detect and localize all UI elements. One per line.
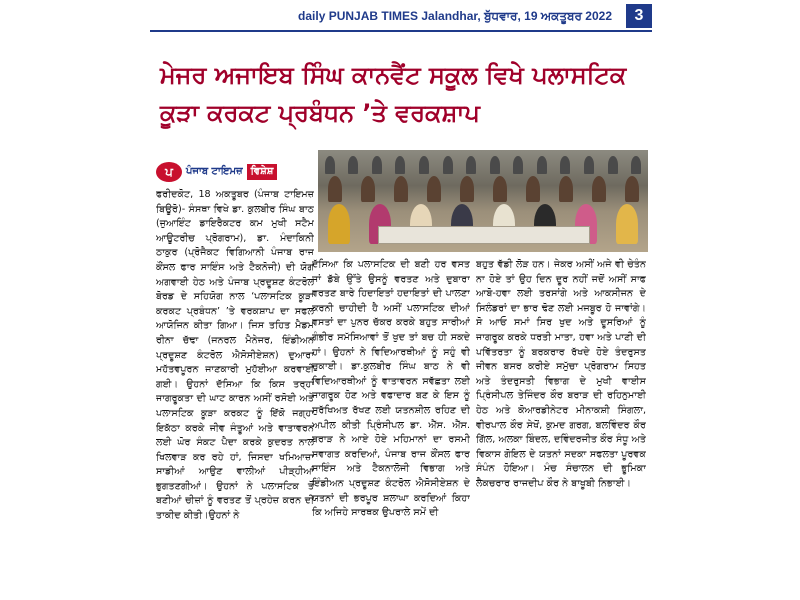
punjab-times-logo-icon: ਪ — [156, 162, 182, 182]
article-headline: ਮੇਜਰ ਅਜਾਇਬ ਸਿੰਘ ਕਾਨਵੈਂਟ ਸਕੂਲ ਵਿਖੇ ਪਲਾਸਟਿਕ ਕੂੜਾ ਕਰਕਟ ਪ੍ਰਬੰਧਨ ’ਤੇ ਵਰਕਸ਼ਾਪ — [160, 61, 627, 127]
masthead-title: daily PUNJAB TIMES Jalandhar, ਬੁੱਧਵਾਰ, 19 ਅਕਤੂਬਰ 2022 — [298, 9, 612, 23]
article-column-2: ਦੱਸਿਆ ਕਿ ਪਲਾਸਟਿਕ ਦੀ ਬਣੀ ਹਰ ਵਸਤ ਜਾਂ ਡੱਬੇ ਉੱਤੇ ਉਸਨੂੰ ਵਰਤਣ ਅਤੇ ਦੁਬਾਰਾ ਵਰਤਣ ਬਾਰੇ ਹਿਦਾਇਤਾਂ ਹਦਾਇਤਾਂ ਦੀ ਪਾਲਣਾ ਕਰਨੀ ਚਾਹੀਦੀ ਹੈ ਅਸੀਂ ਪਲਾਸਟਿਕ ਦੀਆਂ ਵਸਤਾਂ ਦਾ ਪੁਨਰ ਚੱਕਰ ਕਰਕੇ ਬਹੁਤ ਸਾਰੀਆਂ ਗੰਭੀਰ ਸਮੱਸਿਆਵਾਂ ਤੋਂ ਖੁਦ ਤਾਂ ਬਚ ਹੀ ਸਕਦੇ ਹਾਂ। ਉਹਨਾਂ ਨੇ ਵਿਦਿਆਰਥੀਆਂ ਨੂੰ ਸਹੁੰ ਵੀ ਚੁਕਾਈ। ਡਾ.ਕੁਲਬੀਰ ਸਿੰਘ ਬਾਠ ਨੇ ਵੀ ਵਿਦਿਆਰਥੀਆਂ ਨੂੰ ਵਾਤਾਵਰਨ ਸਵੱਛਤਾ ਲਈ ਜਾਗਰੂਕ ਹੋਣ ਅਤੇ ਵਫਾਦਾਰ ਬਣ ਕੇ ਇਸ ਨੂੰ ਸੁਰੱਖਿਅਤ ਰੱਖਣ ਲਈ ਯਤਨਸ਼ੀਲ ਰਹਿਣ ਦੀ ਅਪੀਲ ਕੀਤੀ ਪ੍ਰਿੰਸੀਪਲ ਡਾ. ਐੱਸ. ਐੱਸ. ਬਰਾੜ ਨੇ ਆਏ ਹੋਏ ਮਹਿਮਾਨਾਂ ਦਾ ਰਸਮੀ ਸਵਾਗਤ ਕਰਦਿਆਂ, ਪੰਜਾਬ ਰਾਜ ਕੌਂਸਲ ਫਾਰ ਸਾਇੰਸ ਅਤੇ ਟੈਕਨਾਲੋਜੀ ਵਿਭਾਗ ਅਤੇ ਇੰਡੀਅਨ ਪ੍ਰਦੂਸ਼ਣ ਕੰਟਰੋਲ ਐਸੋਸੀਏਸ਼ਨ ਦੇ ਯਤਨਾਂ ਦੀ ਭਰਪੂਰ ਸ਼ਲਾਘਾ ਕਰਦਿਆਂ ਕਿਹਾ ਕਿ ਅਜਿਹੇ ਸਾਰਥਕ ਉਪਰਾਲੇ ਸਮੇਂ ਦੀ — [312, 259, 470, 519]
photo-back-row — [318, 156, 648, 174]
photo-table — [378, 226, 590, 244]
section-badge — [156, 162, 314, 182]
newspaper-page — [150, 0, 652, 600]
page-number: 3 — [626, 4, 652, 28]
article-column-1 — [156, 162, 314, 586]
article-column-3: ਬਹੁਤ ਵੱਡੀ ਲੋੜ ਹਨ। ਜੇਕਰ ਅਸੀਂ ਅਜੇ ਵੀ ਚੇਤੰਨ ਨਾ ਹੋਏ ਤਾਂ ਉਹ ਦਿਨ ਦੂਰ ਨਹੀਂ ਜਦੋਂ ਅਸੀਂ ਸਾਫ ਆਬੋ-ਹਵਾ ਲਈ ਤਰਸਾਂਗੇ ਅਤੇ ਆਕਸੀਜਨ ਦੇ ਸਿਲੰਡਰਾਂ ਦਾ ਭਾਰ ਢੋਣ ਲਈ ਮਜਬੂਰ ਹੋ ਜਾਵਾਂਗੇ। ਸੋ ਆਓ ਸਮਾਂ ਸਿਰ ਖੁਦ ਅਤੇ ਦੂਸਰਿਆਂ ਨੂੰ ਜਾਗਰੂਕ ਕਰਕੇ ਧਰਤੀ ਮਾਤਾ, ਹਵਾ ਅਤੇ ਪਾਣੀ ਦੀ ਪਵਿੱਤਰਤਾ ਨੂੰ ਬਰਕਰਾਰ ਰੱਖਦੇ ਹੋਏ ਤੰਦਰੁਸਤ ਜੀਵਨ ਬਸਰ ਕਰੀਏ ਸਮੁੱਚਾ ਪ੍ਰੋਗਰਾਮ ਸਿਹਤ ਅਤੇ ਤੰਦਰੁਸਤੀ ਵਿਭਾਗ ਦੇ ਮੁਖੀ ਵਾਈਸ ਪ੍ਰਿੰਸੀਪਲ ਤੇਜਿੰਦਰ ਕੌਰ ਬਰਾੜ ਦੀ ਰਹਿਨੁਮਾਈ ਹੇਠ ਅਤੇ ਕੋਆਰਡੀਨੇਟਰ ਮੀਨਾਕਸ਼ੀ ਸਿੰਗਲਾ, ਵੀਰਪਾਲ ਕੌਰ ਸੇਖੋਂ, ਕੁਮਦ ਗਰਗ, ਬਲਵਿੰਦਰ ਕੌਰ ਗਿੱਲ, ਅਲਕਾ ਬਿੰਦਲ, ਦਵਿੰਦਰਜੀਤ ਕੌਰ ਸੰਧੂ ਅਤੇ ਵਿਕਾਸ ਗੋਇਲ ਦੇ ਯਤਨਾਂ ਸਦਕਾ ਸਫਲਤਾ ਪੂਰਵਕ ਸੰਪੰਨ ਹੋਇਆ। ਮੰਚ ਸੰਚਾਲਨ ਦੀ ਭੂਮਿਕਾ ਲੈਕਚਰਾਰ ਰਾਜਦੀਪ ਕੌਰ ਨੇ ਬਾਖੂਬੀ ਨਿਭਾਈ। — [476, 259, 646, 489]
photo-middle-row — [318, 176, 648, 202]
workshop-photo — [318, 150, 648, 252]
column-1-text: ਫਰੀਦਕੋਟ, 18 ਅਕਤੂਬਰ (ਪੰਜਾਬ ਟਾਇਮਜ਼ ਬਿਊਰੋ)- ਸੰਸਥਾ ਵਿਖੇ ਡਾ. ਕੁਲਬੀਰ ਸਿੰਘ ਬਾਠ (ਜੁਆਇੰਟ ਡਾਇਰੈਕਟਰ ਕਮ ਮੁਖੀ ਸਟੈਮ ਆਊਟਰੀਚ ਪ੍ਰੋਗਰਾਮ), ਡਾ. ਮੰਦਾਕਿਨੀ ਠਾਕੁਰ (ਪ੍ਰੋਜੈਕਟ ਵਿਗਿਆਨੀ ਪੰਜਾਬ ਰਾਜ ਕੌਂਸਲ ਫਾਰ ਸਾਇੰਸ ਅਤੇ ਟੈਕਨੋਜੀ) ਦੀ ਯੋਗ ਅਗਵਾਈ ਹੇਠ ਅਤੇ ਪੰਜਾਬ ਪ੍ਰਦੂਸ਼ਣ ਕੰਟਰੋਲ ਬੋਰਡ ਦੇ ਸਹਿਯੋਗ ਨਾਲ ‘ਪਲਾਸਟਿਕ ਕੂੜਾ ਕਰਕਟ ਪ੍ਰਬੰਧਨ’ ’ਤੇ ਵਰਕਸ਼ਾਪ ਦਾ ਸਫਲ ਆਯੋਜਿਨ ਕੀਤਾ ਗਿਆ। ਜਿਸ ਤਹਿਤ ਮੈਡਮ ਰੀਨਾ ਚੱਢਾ (ਜਨਰਲ ਮੈਨੇਜਰ, ਇੰਡੀਅਨ ਪ੍ਰਦੂਸ਼ਣ ਕੰਟਰੋਲ ਐਸੋਸੀਏਸ਼ਨ) ਦੁਆਰਾ ਮਹੱਤਵਪੂਰਨ ਜਾਣਕਾਰੀ ਮੁਹੱਈਆ ਕਰਵਾਈ ਗਈ। ਉਹਨਾਂ ਦੱਸਿਆ ਕਿ ਕਿਸ ਤਰ੍ਹਾਂ ਜਾਗਰੂਕਤਾ ਦੀ ਘਾਟ ਕਾਰਨ ਅਸੀਂ ਰਸੋਈ ਅਤੇ ਪਲਾਸਟਿਕ ਕੂੜਾ ਕਰਕਟ ਨੂੰ ਇੱਕੋ ਜਗ੍ਹਾ ਇਕੱਠਾ ਕਰਕੇ ਜੀਵ ਜੰਤੂਆਂ ਅਤੇ ਵਾਤਾਵਰਨ ਲਈ ਘੋਰ ਸੰਕਟ ਪੈਦਾ ਕਰਕੇ ਕੁਦਰਤ ਨਾਲ ਖਿਲਵਾੜ ਕਰ ਰਹੇ ਹਾਂ, ਜਿਸਦਾ ਖਮਿਆਜ਼ਾ ਸਾਡੀਆਂ ਆਉਣ ਵਾਲੀਆਂ ਪੀੜ੍ਹੀਆਂ ਭੁਗਤਣਗੀਆਂ। ਉਹਨਾਂ ਨੇ ਪਲਾਸਟਿਕ ਤੋਂ ਬਣੀਆਂ ਚੀਜ਼ਾਂ ਨੂੰ ਵਰਤਣ ਤੋਂ ਪ੍ਰਹੇਜ਼ ਕਰਨ ਦੀ ਤਾਕੀਦ ਕੀਤੀ।ਉਹਨਾਂ ਨੇ — [156, 189, 314, 522]
badge-brand: ਪੰਜਾਬ ਟਾਇਮਜ਼ — [186, 165, 243, 177]
masthead — [150, 4, 652, 32]
badge-tag: ਵਿਸ਼ੇਸ਼ — [247, 164, 278, 181]
